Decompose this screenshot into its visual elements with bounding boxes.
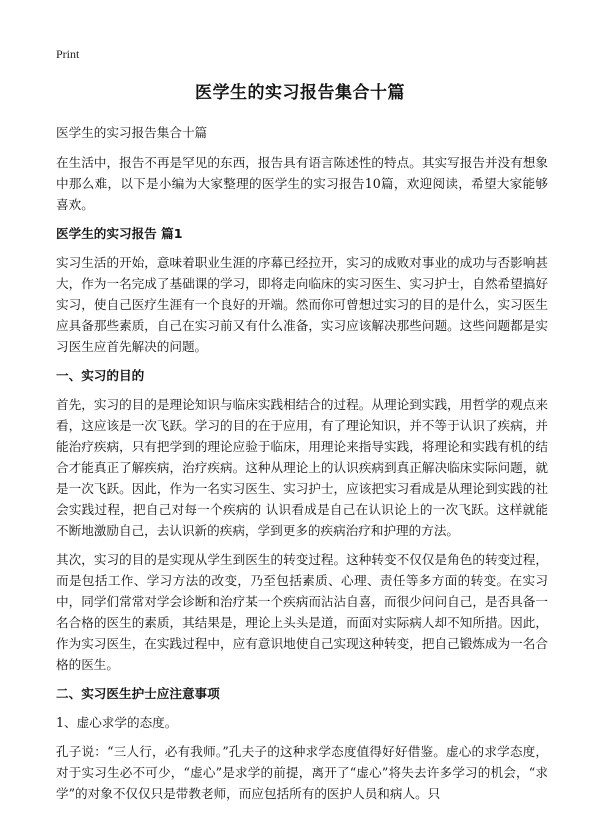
intro-paragraph: 在生活中，报告不再是罕见的东西，报告具有语言陈述性的特点。其实写报告并没有想象中那么难，以下是小编为大家整理的医学生的实习报告10篇，欢迎阅读，希望大家能够喜欢。 (56, 155, 548, 212)
document-body (56, 122, 548, 812)
section1-paragraph-2: 其次，实习的目的是实现从学生到医生的转变过程。这种转变不仅仅是角色的转变过程，而是包括工作、学习方法的改变，乃至包括素质、心理、责任等多方面的转变。在实习中，同学们常常对学会诊断和治疗某一个疾病而沾沾自喜，而很少问问自己，是否具备一名合格的医生的素质，其结果是，理论上头头是道，而面对实际病人却不知所措。因此，作为实习医生，在实践过程中，应有意识地使自己实现这种转变，把自己锻炼成为一名合格的医生。 (56, 552, 548, 672)
section1-heading: 一、实习的目的 (56, 368, 145, 383)
article-intro-paragraph: 实习生活的开始，意味着职业生涯的序幕已经拉开，实习的成败对事业的成功与否影响甚大，作为一名完成了基础课的学习，即将走向临床的实习医生、实习护士，自然希望搞好实习，使自己医疗生涯有一个良好的开端。然而你可曾想过实习的目的是什么，实习医生应具备那些素质，自己在实习前又有什么准备，实习应该解决那些问题。这些问题都是实习医生应首先解决的问题。 (56, 255, 548, 354)
article-heading: 医学生的实习报告 篇1 (56, 226, 183, 241)
section2-paragraph-1: 孔子说：“三人行，必有我师。”孔夫子的这种求学态度值得好好借鉴。虚心的求学态度，对于实习生必不可少，“虚心”是求学的前提，离开了“虚心”将失去许多学习的机会，“求学”的对象不仅仅只是带教老师，而应包括所有的医护人员和病人。只 (56, 744, 548, 801)
section2-item-1: 1、虚心求学的态度。 (56, 715, 178, 730)
section2-heading: 二、实习医生护士应注意事项 (56, 686, 220, 701)
section1-paragraph-1: 首先，实习的目的是理论知识与临床实践相结合的过程。从理论到实践，用哲学的观点来看，这应该是一次飞跃。学习的目的在于应用，有了理论知识，并不等于认识了疾病，并能治疗疾病，只有把学到的理论应验于临床，用理论来指导实践，将理论和实践有机的结合才能真正了解疾病，治疗疾病。这种从理论上的认识疾病到真正解决临床实际问题，就是一次飞跃。因此，作为一名实习医生、实习护士，应该把实习看成是从理论到实践的社会实践过程，把自己对每一个疾病的 认识看成是自己在认识论上的一次飞跃。这样就能不断地激励自己，去认识新的疾病，学到更多的疾病治疗和护理的方法。 (56, 397, 548, 538)
document-subtitle: 医学生的实习报告集合十篇 (56, 125, 208, 140)
page-title: 医学生的实习报告集合十篇 (195, 83, 405, 103)
print-label: Print (56, 47, 80, 61)
